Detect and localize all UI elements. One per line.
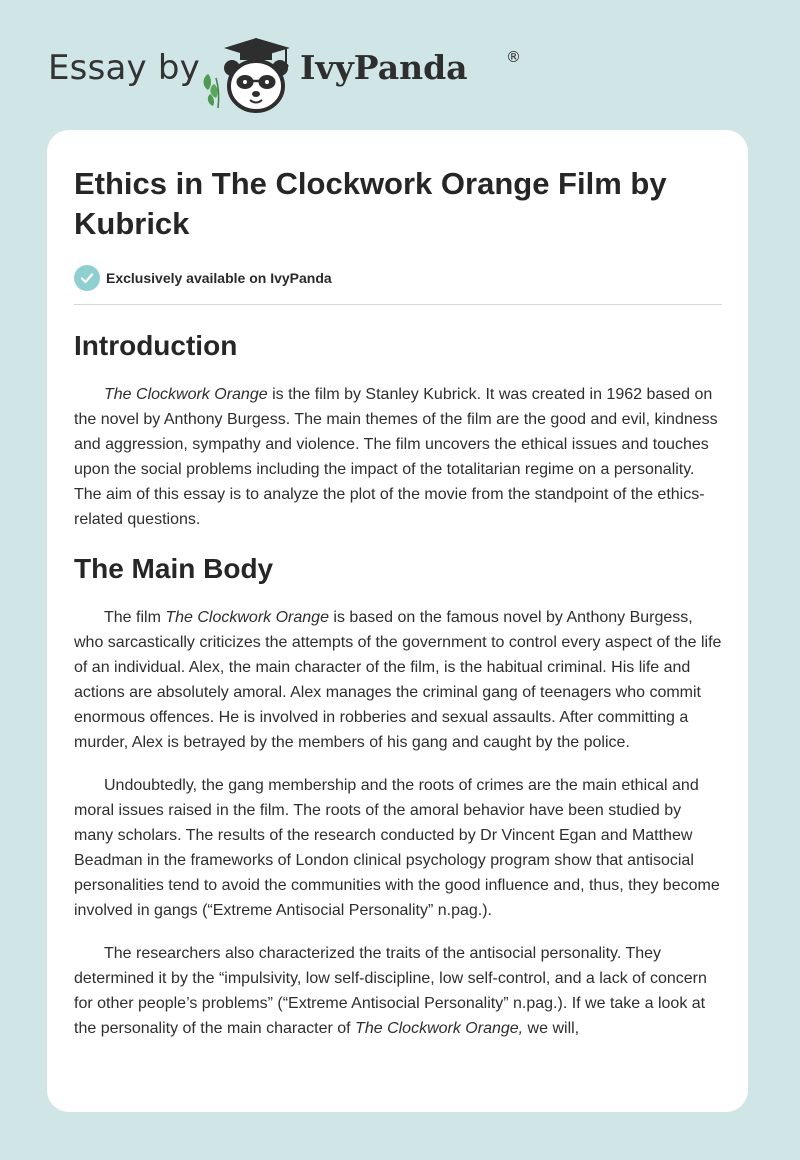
essay-card: [47, 130, 748, 1112]
site-header: [48, 34, 568, 114]
paragraph-text: we will,: [523, 1020, 580, 1037]
title-divider: [74, 304, 722, 305]
paragraph-text: The film: [104, 609, 166, 626]
registered-mark: ®: [506, 48, 521, 66]
paragraph-text: The researchers also characterized the traits of the antisocial personality. They determined it by the “impulsivity, low self-discipline, low self-control, and a lack of concern for other people’s problems” (“Extreme Antisocial Personality” n.pag.). If we take a look at the personality of the main character of: [74, 945, 707, 1037]
checkmark-icon: [74, 265, 100, 291]
paragraph: Undoubtedly, the gang membership and the roots of crimes are the main ethical and moral issues raised in the film. The roots of the amoral behavior have been studied by many scholars. The results of the research conducted by Dr Vincent Egan and Matthew Beadman in the frameworks of London clinical psychology program show that antisocial personalities tend to avoid the communities with the good influence and, thus, they become involved in gangs (“Extreme Antisocial Personality” n.pag.).: [74, 777, 720, 919]
paragraph-text: is based on the famous novel by Anthony Burgess, who sarcastically criticizes the attempts of the government to control every aspect of the life of an individual. Alex, the main character of the film, is the habitual criminal. His life and actions are absolutely amoral. Alex manages the criminal gang of teenagers who commit enormous offences. He is involved in robberies and sexual assaults. After committing a murder, Alex is betrayed by the members of his gang and caught by the police.: [74, 609, 722, 751]
section-main-body: [74, 552, 722, 1041]
paragraph: [74, 382, 722, 532]
paragraph: [74, 605, 722, 755]
brand-name: IvyPanda: [300, 48, 468, 87]
section-heading: Introduction: [74, 330, 238, 361]
italic-title: The Clockwork Orange: [104, 386, 268, 403]
section-introduction: [74, 329, 722, 532]
paragraph: [74, 941, 722, 1041]
ivypanda-logo-icon: [200, 34, 298, 114]
essay-title: Ethics in The Clockwork Orange Film by Kubrick: [74, 166, 667, 241]
section-heading: The Main Body: [74, 553, 274, 584]
exclusive-badge: [74, 264, 722, 292]
paragraph-text: is the film by Stanley Kubrick. It was created in 1962 based on the novel by Anthony Burgess. The main themes of the film are the good and evil, kindness and aggression, sympathy and violence. The film uncovers the ethical issues and touches upon the social problems including the impact of the totalitarian regime on a personality. The aim of this essay is to analyze the plot of the movie from the standpoint of the ethics-related questions.: [74, 386, 718, 528]
italic-title: The Clockwork Orange: [165, 609, 329, 626]
exclusive-label: Exclusively available on IvyPanda: [106, 270, 332, 286]
essay-by-label: Essay by: [48, 48, 200, 88]
italic-title: The Clockwork Orange,: [355, 1020, 524, 1037]
